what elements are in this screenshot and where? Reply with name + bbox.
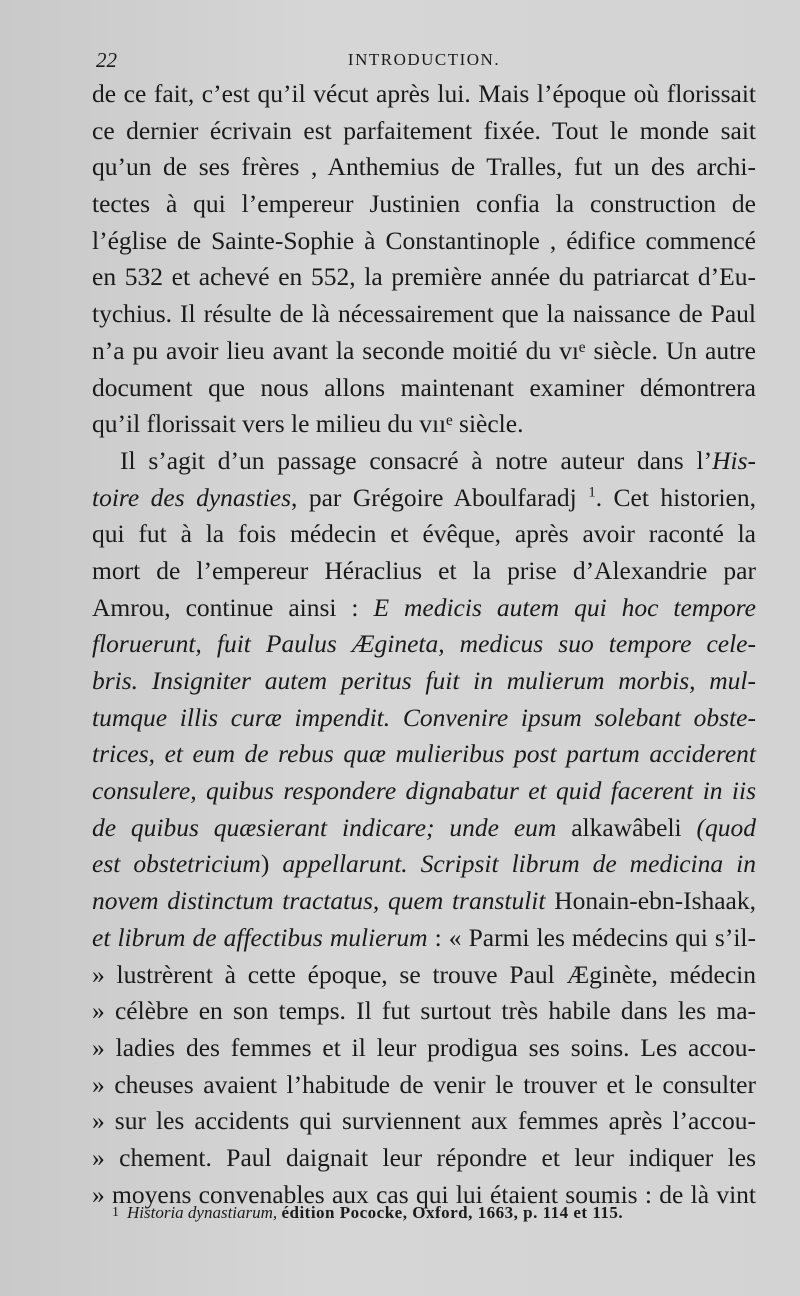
running-title: INTRODUCTION. <box>347 50 501 69</box>
text-line: consulere, quibus respondere dignabatur et quid facerent in iis <box>92 776 756 806</box>
text-run: Honain-ebn-Ishaak, <box>554 886 756 916</box>
text-line: document que nous allons maintenant examiner démontrera <box>92 372 756 402</box>
italic-run: toire des dynasties <box>92 482 292 512</box>
page-number: 22 <box>96 48 117 72</box>
footnote-title: Historia dynastiarum, <box>127 1203 278 1222</box>
footnote <box>112 1200 752 1226</box>
text-line: mort de l’empereur Héraclius et la prise d’Alexandrie par <box>92 555 756 585</box>
text-line <box>92 810 756 847</box>
text-line: trices, et eum de rebus quæ mulieribus post partum acciderent <box>92 739 756 769</box>
text-run: Il s’agit d’un passage consacré à notre auteur dans l’ <box>120 445 713 475</box>
text-line: » cheuses avaient l’habitude de venir le trouver et le consulter <box>92 1069 756 1099</box>
italic-run: His- <box>712 445 756 475</box>
italic-run: et librum de affectibus mulierum <box>92 922 428 952</box>
text-line: » sur les accidents qui surviennent aux femmes après l’accou- <box>92 1106 756 1136</box>
text-line <box>92 846 756 883</box>
running-head <box>94 48 754 74</box>
text-line: en 532 et achevé en 552, la première année du patriarcat d’Eu- <box>92 262 756 292</box>
text-line: » moyens convenables aux cas qui lui étaient soumis : de là vint <box>92 1179 756 1209</box>
text-line: floruerunt, fuit Paulus Ægineta, medicus suo tempore cele- <box>92 629 756 659</box>
text-run: : « Parmi les médecins qui s’il- <box>427 922 757 952</box>
footnote-mark: 1 <box>112 1205 119 1220</box>
text-line <box>92 480 756 517</box>
text-line <box>92 920 756 957</box>
text-line: tychius. Il résulte de là nécessairement que la naissance de Paul <box>92 299 756 329</box>
text-run: Amrou, continue ainsi : <box>92 592 374 622</box>
text-line: » lustrèrent à cette époque, se trouve Paul Æginète, médecin <box>92 959 756 989</box>
text-line: l’église de Sainte-Sophie à Constantinople , édifice commencé <box>92 225 756 255</box>
text-line: tectes à qui l’empereur Justinien confia la construction de <box>92 189 756 219</box>
italic-run: est obstetricium <box>92 849 261 879</box>
text-run: alkawâbeli <box>571 812 682 842</box>
text-line <box>92 590 756 627</box>
text-line <box>92 883 756 920</box>
body-text <box>92 76 756 1213</box>
text-line: qui fut à la fois médecin et évêque, après avoir raconté la <box>92 519 756 549</box>
text-line: qu’il florissait vers le milieu du vııᵉ siècle. <box>92 409 524 439</box>
italic-run: E medicis autem qui hoc tempore <box>373 592 756 622</box>
text-line: » chement. Paul daignait leur répondre et leur indiquer les <box>92 1142 756 1172</box>
text-line: de ce fait, c’est qu’il vécut après lui. Mais l’époque où florissait <box>92 79 756 108</box>
text-line: » célèbre en son temps. Il fut surtout très habile dans les ma- <box>92 996 756 1026</box>
text-line <box>92 443 756 480</box>
text-run: , par Grégoire Aboulfaradj <box>291 482 589 512</box>
italic-run: appellarunt. Scripsit librum de medicina in <box>282 849 756 879</box>
footnote-text: édition Pococke, Oxford, 1663, p. 114 et 115. <box>281 1203 624 1222</box>
text-line: bris. Insigniter autem peritus fuit in mulierum morbis, mul- <box>92 666 756 695</box>
text-run: . Cet historien, <box>595 482 756 512</box>
footnote-ref: 1 <box>588 484 596 501</box>
text-line: » ladies des femmes et il leur prodigua ses soins. Les accou- <box>92 1032 756 1062</box>
italic-run: de quibus quæsierant indicare; unde eum <box>92 812 572 842</box>
text-line: ce dernier écrivain est parfaitement fixée. Tout le monde sait <box>92 115 756 145</box>
text-run: ) <box>260 849 283 879</box>
text-line: qu’un de ses frères , Anthemius de Tralles, fut un des archi- <box>92 152 756 182</box>
italic-run: (quod <box>681 812 756 842</box>
text-line: tumque illis curæ impendit. Convenire ipsum solebant obste- <box>92 702 756 732</box>
text-line: n’a pu avoir lieu avant la seconde moitié du vıᵉ siècle. Un autre <box>92 335 756 365</box>
italic-run: novem distinctum tractatus, quem transtulit <box>92 886 555 916</box>
